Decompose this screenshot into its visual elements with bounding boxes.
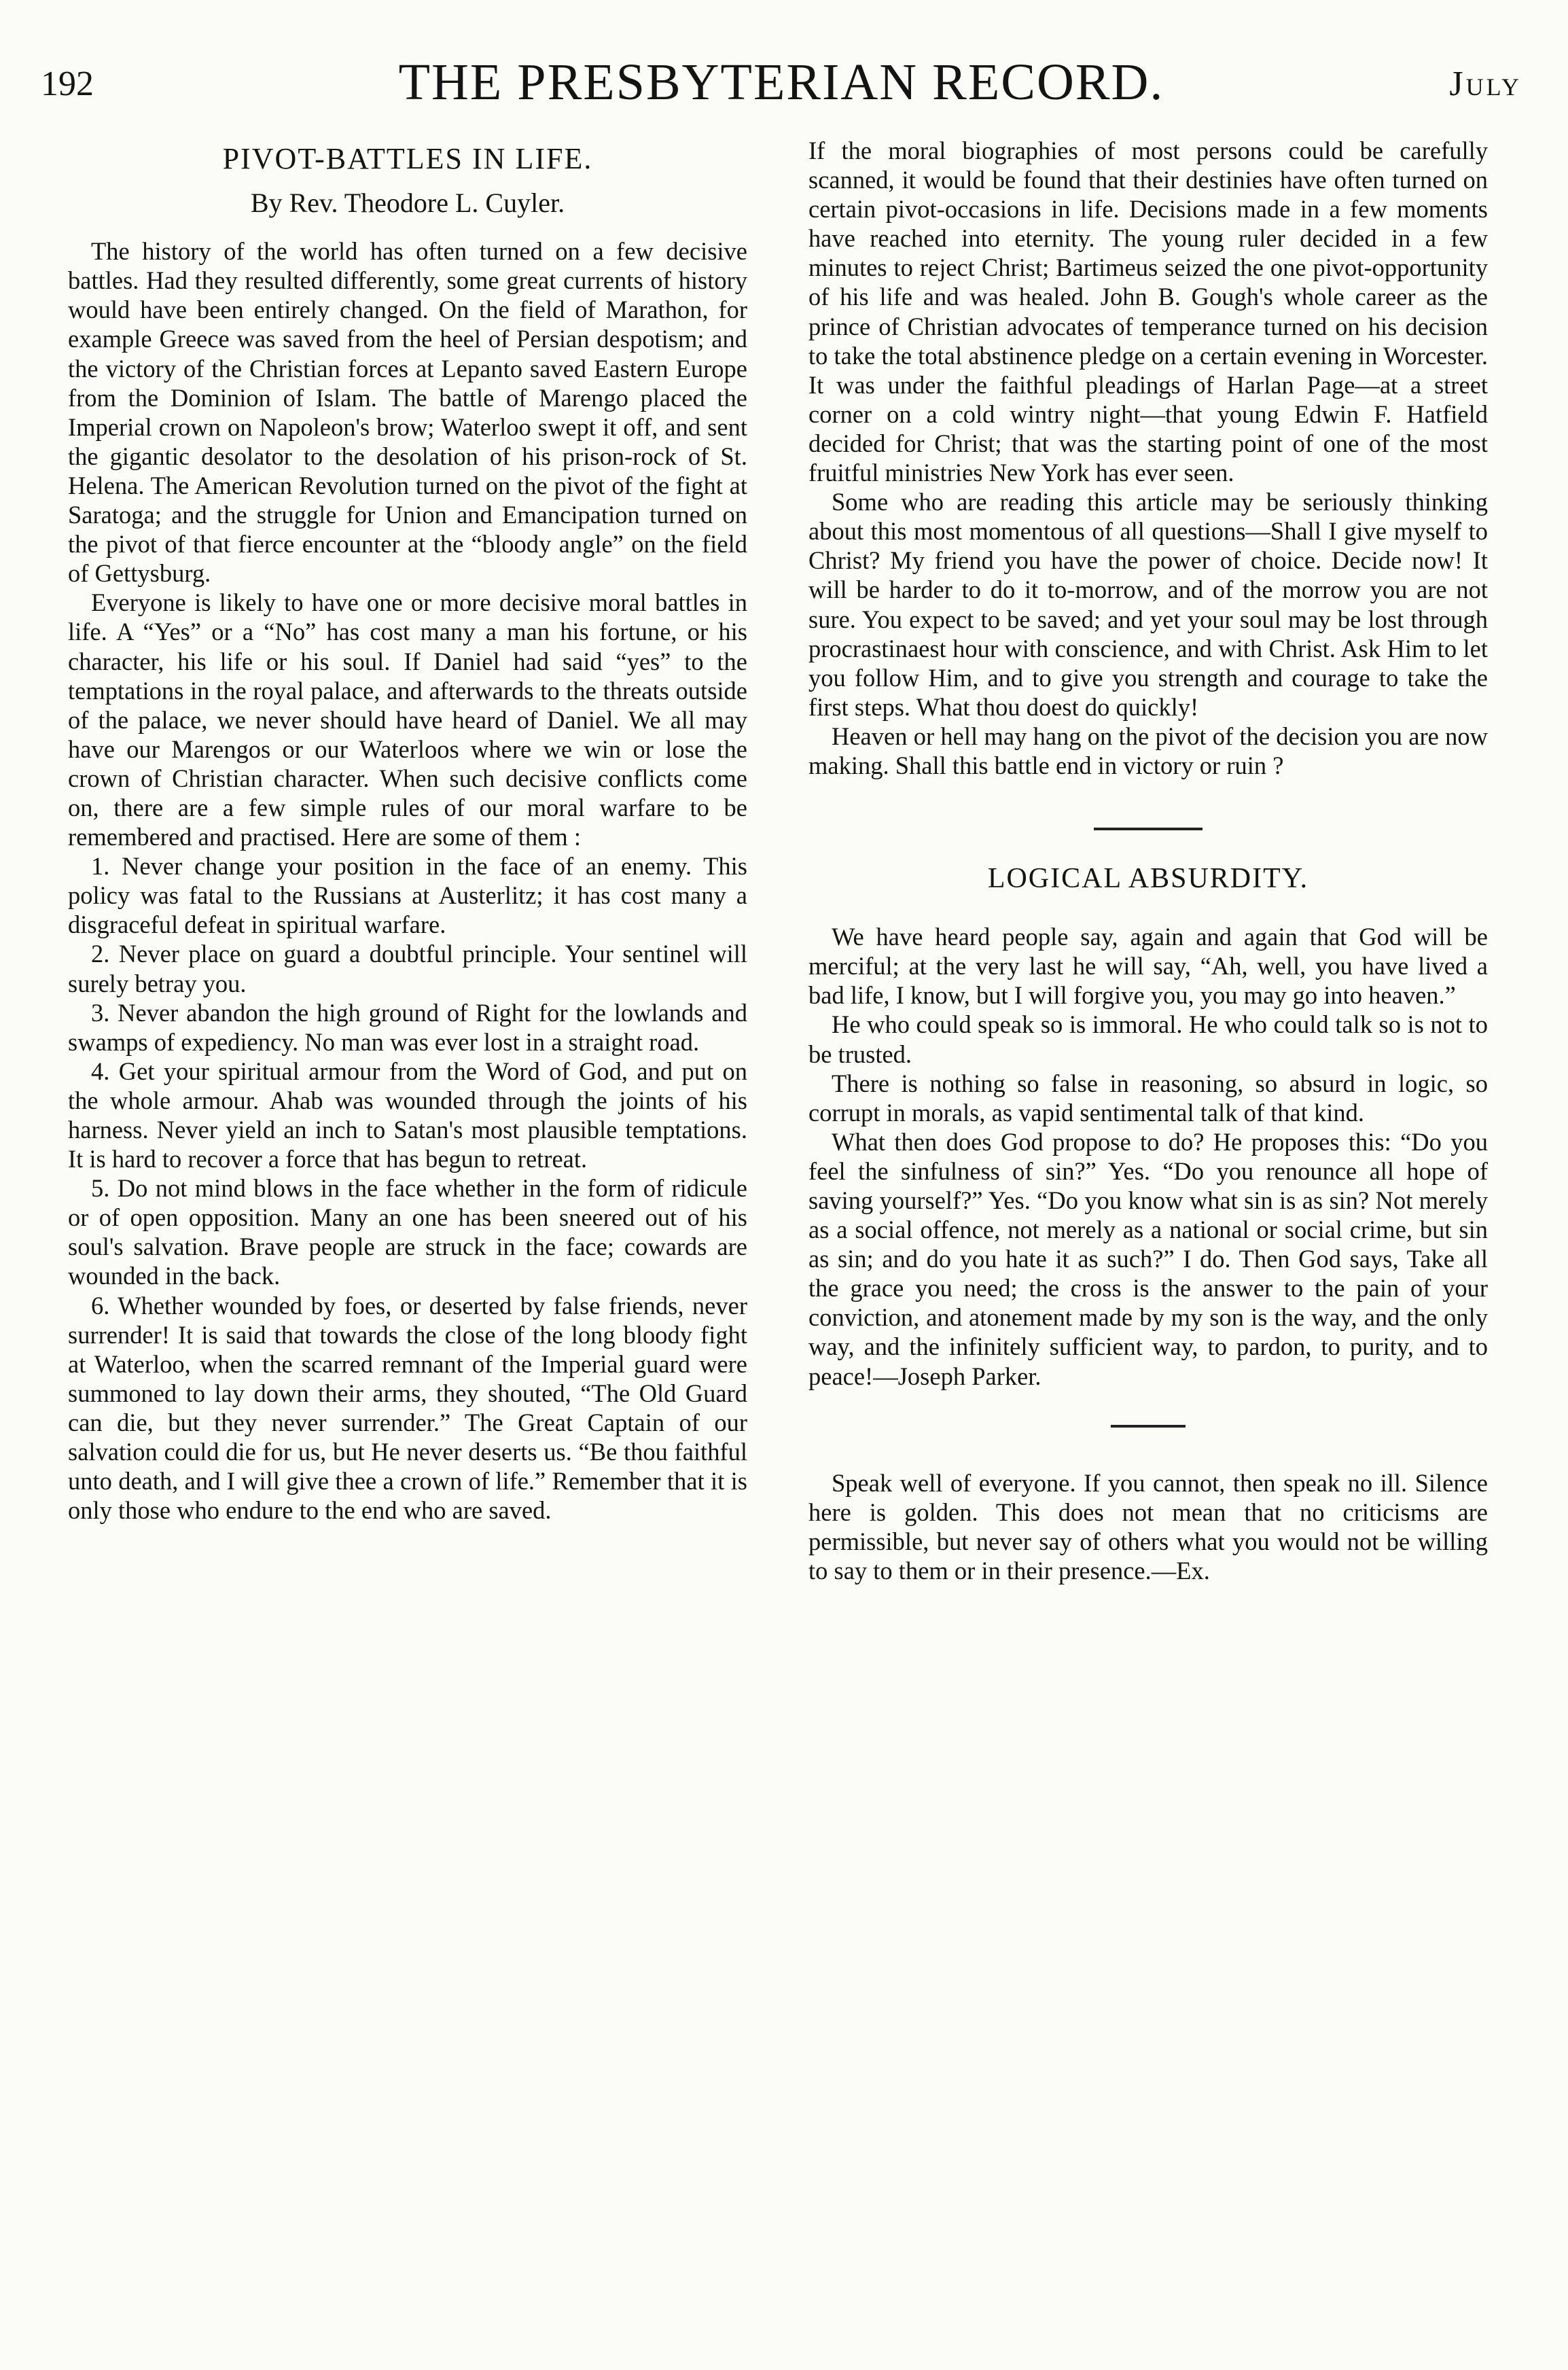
section-divider — [1094, 828, 1202, 830]
pivot-rule-item: 2. Never place on guard a doubtful principle. Your sentinel will surely betray you. — [68, 940, 747, 997]
logical-paragraph: There is nothing so false in reasoning, so absurd in logic, so corrupt in morals, as vapid sentimental talk of that kind. — [808, 1069, 1488, 1127]
pivot-continued-paragraph: Some who are reading this article may be seriously thinking about this most momentous of all questions—Shall I give myself to Christ? My friend you have the power of choice. Decide now! It will be harder to do it to-morrow, and of the morrow you are not sure. You expect to be saved; and yet your soul may be lost through procrastinaest hour with conscience, and with Christ. Ask Him to let you follow Him, and to give you strength and courage to take the first steps. What thou doest do quickly! — [808, 488, 1488, 721]
right-column — [808, 136, 1488, 1585]
logical-paragraph: He who could speak so is immoral. He who could talk so is not to be trusted. — [808, 1010, 1488, 1068]
page-number: 192 — [41, 65, 94, 103]
left-column — [68, 136, 747, 1525]
closing-paragraph: Speak well of everyone. If you cannot, then speak no ill. Silence here is golden. This does not mean that no criticisms are permissible, but never say of others what you would not be willing to say to them or in their presence.—Ex. — [808, 1468, 1488, 1585]
logical-paragraph: What then does God propose to do? He proposes this: “Do you feel the sinfulness of sin?” Yes. “Do you renounce all hope of saving yourself?” Yes. “Do you know what sin is as sin? Not merely as a social offence, not merely as a national or social crime, but sin as sin; and do you hate it as such?” I do. Then God says, Take all the grace you need; the cross is the answer to the pain of your conviction, and atonement made by my son is the way, and the only way, and the infinitely sufficient way, to pardon, to purity, and to peace!—Joseph Parker. — [808, 1127, 1488, 1390]
pivot-rule-item: 5. Do not mind blows in the face whether in the form of ridicule or of open opposition. Many an one has been sneered out of his soul's salvation. Brave people are struck in the face; cowards are wounded in the back. — [68, 1174, 747, 1290]
page-header — [41, 41, 1522, 122]
logical-paragraph: We have heard people say, again and again that God will be merciful; at the very last he will say, “Ah, well, you have lived a bad life, I know, but I will forgive you, you may go into heaven.” — [808, 923, 1488, 1010]
pivot-paragraph: Everyone is likely to have one or more decisive moral battles in life. A “Yes” or a “No” has cost many a man his fortune, or his character, his life or his soul. If Daniel had said “yes” to the temptations in the royal palace, and afterwards to the threats outside of the palace, we never should have heard of Daniel. We all may have our Marengos or our Waterloos where we win or lose the crown of Christian character. When such decisive conflicts come on, there are a few simple rules of our moral warfare to be remembered and practised. Here are some of them : — [68, 588, 747, 851]
article-byline: By Rev. Theodore L. Cuyler. — [250, 188, 565, 219]
journal-title: THE PRESBYTERIAN RECORD. — [398, 54, 1164, 111]
article-title-pivot-battles: PIVOT-BATTLES IN LIFE. — [222, 142, 593, 175]
section-divider — [1111, 1425, 1186, 1428]
header-month: July — [1449, 65, 1522, 103]
pivot-rule-item: 1. Never change your position in the face of an enemy. This policy was fatal to the Russians at Austerlitz; it has cost many a disgraceful defeat in spiritual warfare. — [68, 852, 747, 939]
pivot-paragraph: The history of the world has often turned on a few decisive battles. Had they resulted differently, some great currents of history would have been entirely changed. On the field of Marathon, for example Greece was saved from the heel of Persian despotism; and the victory of the Christian forces at Lepanto saved Eastern Europe from the Dominion of Islam. The battle of Marengo placed the Imperial crown on Napoleon's brow; Waterloo swept it off, and sent the gigantic desolator to the desolation of his prison-rock of St. Helena. The American Revolution turned on the pivot of the fight at Saratoga; and the struggle for Union and Emancipation turned on the pivot of that fierce encounter at the “bloody angle” on the field of Gettysburg. — [68, 237, 747, 588]
pivot-rule-item: 6. Whether wounded by foes, or deserted by false friends, never surrender! It is said that towards the close of the long bloody fight at Waterloo, when the scarred remnant of the Imperial guard were summoned to lay down their arms, they shouted, “The Old Guard can die, but they never surrender.” The Great Captain of our salvation could die for us, but He never deserts us. “Be thou faithful unto death, and I will give thee a crown of life.” Remember that it is only those who endure to the end who are saved. — [68, 1291, 747, 1525]
pivot-continued-paragraph: Heaven or hell may hang on the pivot of the decision you are now making. Shall this battle end in victory or ruin ? — [808, 722, 1488, 779]
article-title-logical-absurdity: LOGICAL ABSURDITY. — [987, 863, 1309, 895]
pivot-rule-item: 3. Never abandon the high ground of Right for the lowlands and swamps of expediency. No man was ever lost in a straight road. — [68, 998, 747, 1056]
pivot-rule-item: 4. Get your spiritual armour from the Word of God, and put on the whole armour. Ahab was wounded through the joints of his harness. Never yield an inch to Satan's most plausible temptations. It is hard to recover a force that has begun to retreat. — [68, 1057, 747, 1173]
pivot-continued-paragraph: If the moral biographies of most persons could be carefully scanned, it would be found that their destinies have often turned on certain pivot-occasions in life. Decisions made in a few moments have reached into eternity. The young ruler decided in a few minutes to reject Christ; Bartimeus seized the one pivot-opportunity of his life and was healed. John B. Gough's whole career as the prince of Christian advocates of temperance turned on his decision to take the total abstinence pledge on a certain evening in Worcester. It was under the faithful pleadings of Harlan Page—at a street corner on a cold wintry night—that young Edwin F. Hatfield decided for Christ; that was the starting point of one of the most fruitful ministries New York has ever seen. — [808, 137, 1488, 487]
